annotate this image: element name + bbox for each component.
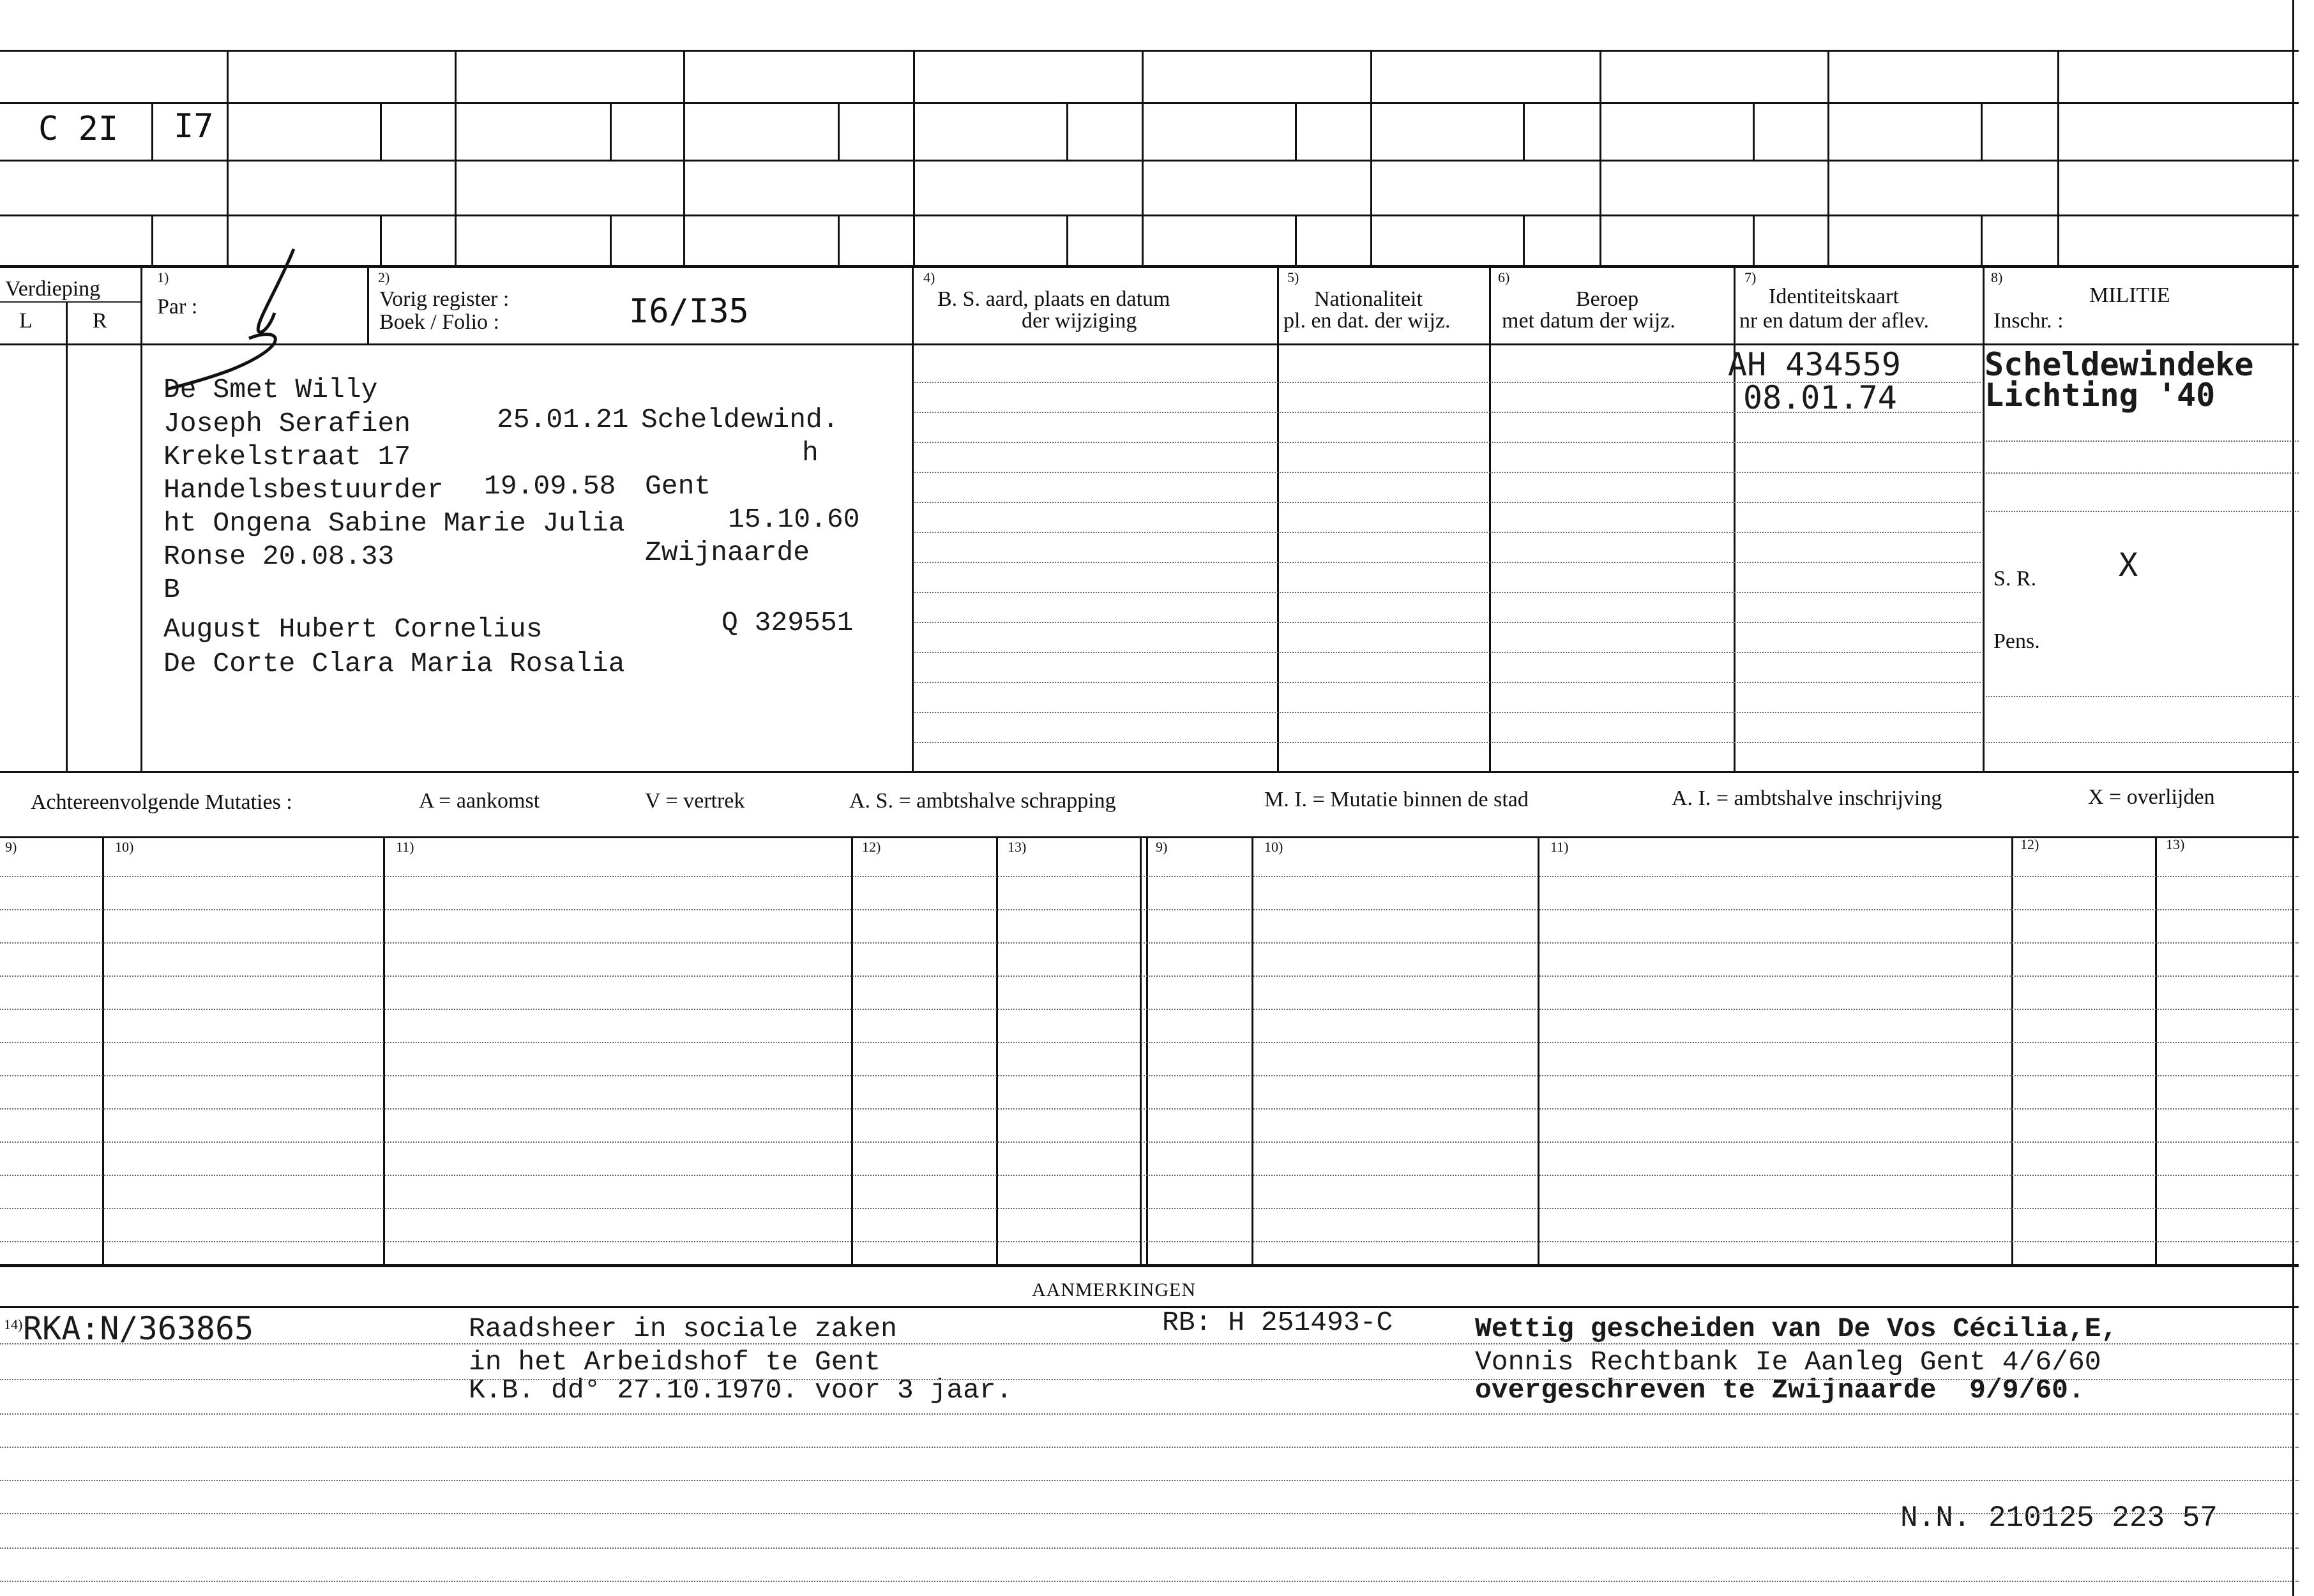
legend-schrapping: A. S. = ambtshalve schrapping — [849, 789, 1116, 813]
mutations-top-line — [0, 771, 2299, 773]
occupation: Handelsbestuurder — [163, 474, 444, 506]
mutation-col-10-right: 10) — [1264, 839, 1283, 855]
top-grid-minor-divider — [610, 215, 612, 265]
top-grid-minor-divider — [1981, 102, 1983, 160]
father-number: Q 329551 — [722, 607, 854, 638]
top-grid-minor-divider — [1295, 215, 1297, 265]
address-h: h — [802, 437, 819, 469]
occupation-place: Gent — [645, 471, 711, 502]
entry-row-line — [914, 442, 1981, 443]
entry-row-line — [914, 562, 1981, 563]
occupation-date: 19.09.58 — [484, 471, 616, 502]
pens-label: Pens. — [1993, 629, 2040, 653]
floor-right-label: R — [93, 309, 107, 333]
entry-row-line — [914, 532, 1981, 533]
id-card-number: AH 434559 — [1728, 346, 1901, 383]
entry-row-line — [914, 472, 1981, 473]
mutation-divider — [1146, 836, 1148, 1264]
mutation-divider — [383, 836, 385, 1264]
identiteitskaart-header-line1: Identiteitskaart — [1769, 285, 1899, 308]
nationaliteit-header-line1: Nationaliteit — [1314, 287, 1423, 311]
birth-place: Scheldewind. — [641, 404, 839, 435]
legend-overlijden: X = overlijden — [2088, 785, 2215, 809]
identiteitskaart-header-line2: nr en datum der aflev. — [1739, 309, 1930, 333]
nationaliteit-header-line2: pl. en dat. der wijz. — [1283, 309, 1451, 333]
entry-row-line — [914, 502, 1981, 503]
entry-row-line — [914, 622, 1981, 623]
remark-row-line — [0, 1581, 2299, 1582]
mutation-col-10: 10) — [115, 839, 134, 855]
header-bottom-line — [0, 343, 2299, 345]
address: Krekelstraat 17 — [163, 441, 411, 472]
field-number-4: 4) — [923, 269, 935, 285]
mutation-col-9: 9) — [5, 839, 17, 855]
top-grid-divider — [1142, 50, 1144, 265]
birth-date: 25.01.21 — [497, 404, 629, 435]
top-grid-minor-divider — [1981, 215, 1983, 265]
top-grid-minor-divider — [1066, 102, 1068, 160]
top-grid-minor-divider — [838, 102, 840, 160]
divorce-line-3: overgeschreven te Zwijnaarde 9/9/60. — [1475, 1374, 2085, 1406]
sr-value: X — [2119, 546, 2138, 583]
mutation-divider — [102, 836, 104, 1264]
sr-label: S. R. — [1993, 567, 2037, 591]
mutation-col-9-right: 9) — [1156, 839, 1168, 855]
mutation-divider — [2011, 836, 2013, 1264]
father-name: August Hubert Cornelius — [163, 614, 543, 645]
top-grid-minor-divider — [1295, 102, 1297, 160]
verdieping-line — [0, 301, 140, 303]
mutation-col-12: 12) — [862, 839, 881, 855]
field-number-5: 5) — [1287, 269, 1299, 285]
top-grid-line — [0, 102, 2299, 104]
field-number-6: 6) — [1498, 269, 1510, 285]
top-grid-minor-divider — [380, 215, 382, 265]
remark-row-line — [0, 1379, 2299, 1380]
mutation-row-line — [0, 975, 2299, 977]
top-grid-divider — [1370, 50, 1372, 265]
remark-row-line — [0, 1343, 2299, 1344]
mutation-row-line — [0, 1009, 2299, 1010]
top-grid-minor-divider — [610, 102, 612, 160]
entry-row-line — [914, 652, 1981, 653]
mutation-row-line — [0, 1241, 2299, 1242]
mutation-row-line — [0, 1108, 2299, 1110]
floor-left-label: L — [19, 309, 33, 333]
remark-line-3: K.B. dd° 27.10.1970. voor 3 jaar. — [469, 1374, 1013, 1406]
beroep-header-line1: Beroep — [1576, 287, 1639, 311]
top-grid-minor-divider — [1066, 215, 1068, 265]
given-names: Joseph Serafien — [163, 408, 411, 439]
par-pen-mark — [140, 243, 332, 396]
remark-row-line — [0, 1547, 2299, 1549]
mutation-divider — [1252, 836, 1253, 1264]
spouse-birth: Ronse 20.08.33 — [163, 541, 395, 572]
verdieping-divider — [66, 301, 68, 771]
mutation-row-line — [0, 909, 2299, 910]
mutation-row-line — [0, 1175, 2299, 1176]
mutation-divider — [996, 836, 998, 1264]
top-grid-minor-divider — [1753, 215, 1755, 265]
bs-header-line1: B. S. aard, plaats en datum — [937, 287, 1170, 311]
field-number-8: 8) — [1991, 269, 2003, 285]
mutations-header-line — [0, 836, 2299, 838]
mutation-row-line — [0, 942, 2299, 944]
card-number: I7 — [174, 107, 214, 146]
mutation-row-line — [0, 1075, 2299, 1076]
top-grid-line — [0, 160, 2299, 162]
top-grid-minor-divider — [838, 215, 840, 265]
remark-row-line — [0, 1447, 2299, 1448]
code-b: B — [163, 574, 180, 605]
top-grid-bottom-line — [0, 265, 2299, 268]
mutations-bottom-line — [0, 1264, 2299, 1267]
top-grid-minor-divider — [151, 102, 153, 160]
beroep-header-line2: met datum der wijz. — [1502, 309, 1675, 333]
remark-line-1: Raadsheer in sociale zaken — [469, 1313, 897, 1344]
divorce-line-1: Wettig gescheiden van De Vos Cécilia,E, — [1475, 1313, 2118, 1344]
top-grid-minor-divider — [1753, 102, 1755, 160]
spouse-place: Zwijnaarde — [645, 537, 810, 568]
spouse: ht Ongena Sabine Marie Julia — [163, 508, 625, 539]
rb-number: RB: H 251493-C — [1162, 1307, 1393, 1338]
militie-row-line — [1986, 511, 2299, 512]
militie-row-line — [1986, 472, 2299, 474]
top-grid-divider — [1599, 50, 1601, 265]
boek-folio-value: I6/I35 — [629, 292, 749, 331]
main-divider — [1734, 267, 1736, 771]
entry-row-line — [914, 592, 1981, 593]
top-grid-divider — [2057, 50, 2059, 265]
mutation-col-12-right: 12) — [2020, 836, 2039, 852]
mutation-divider — [1140, 836, 1142, 1264]
bs-header-line2: der wijziging — [1022, 309, 1137, 333]
id-card-date: 08.01.74 — [1743, 379, 1897, 416]
mutation-row-line — [0, 1042, 2299, 1043]
remark-row-line — [0, 1513, 2299, 1514]
top-grid-minor-divider — [380, 102, 382, 160]
divorce-line-2: Vonnis Rechtbank Ie Aanleg Gent 4/6/60 — [1475, 1346, 2101, 1378]
militie-row-line — [1986, 696, 2299, 697]
mutation-row-line — [0, 1141, 2299, 1143]
top-grid-line — [0, 50, 2299, 52]
remark-line-2: in het Arbeidshof te Gent — [469, 1346, 881, 1378]
main-divider — [1489, 267, 1491, 771]
mutation-row-line — [0, 1208, 2299, 1209]
top-grid-divider — [1827, 50, 1829, 265]
vorig-register-label: Vorig register : — [379, 287, 510, 311]
mother-name: De Corte Clara Maria Rosalia — [163, 648, 625, 679]
entry-row-line — [914, 682, 1981, 683]
legend-aankomst: A = aankomst — [419, 789, 540, 813]
legend-mutatie: M. I. = Mutatie binnen de stad — [1264, 788, 1529, 811]
militie-header: MILITIE — [2089, 283, 2170, 307]
mutation-divider — [2155, 836, 2157, 1264]
main-divider — [1277, 267, 1279, 771]
inschr-label: Inschr. : — [1993, 309, 2064, 333]
entry-row-line — [914, 742, 1981, 743]
remark-row-line — [0, 1480, 2299, 1481]
militie-row-line — [1986, 440, 2299, 442]
name-line: De Smet Willy — [163, 374, 378, 405]
top-grid-line — [0, 215, 2299, 216]
field-number-2: 2) — [378, 269, 390, 285]
boek-folio-label: Boek / Folio : — [379, 310, 499, 334]
legend-inschrijving: A. I. = ambtshalve inschrijving — [1672, 787, 1942, 810]
militie-place: Scheldewindeke — [1985, 346, 2254, 383]
mutation-col-11-right: 11) — [1550, 839, 1569, 855]
mutations-title: Achtereenvolgende Mutaties : — [31, 790, 292, 814]
mutation-row-line — [0, 876, 2299, 877]
top-grid-divider — [683, 50, 685, 265]
field-number-1: 1) — [157, 269, 169, 285]
legend-vertrek: V = vertrek — [645, 789, 745, 813]
national-number: N.N. 210125 223 57 — [1900, 1502, 2218, 1535]
rka-number: RKA:N/363865 — [23, 1310, 254, 1347]
remarks-header-line — [0, 1306, 2299, 1308]
top-grid-divider — [913, 50, 915, 265]
main-divider — [912, 267, 914, 771]
top-grid-minor-divider — [1523, 102, 1525, 160]
mutation-divider — [851, 836, 853, 1264]
mutation-col-13-right: 13) — [2166, 836, 2185, 852]
mutation-col-13: 13) — [1008, 839, 1027, 855]
main-divider — [367, 267, 369, 343]
verdieping-label: Verdieping — [5, 277, 101, 301]
mutation-col-11: 11) — [396, 839, 414, 855]
militie-lichting: Lichting '40 — [1985, 377, 2216, 414]
right-edge-line — [2292, 0, 2294, 1596]
card-code: C 2I — [38, 110, 119, 148]
entry-row-line — [914, 712, 1981, 713]
mutation-divider — [1538, 836, 1539, 1264]
militie-row-line — [1986, 742, 2299, 743]
top-grid-divider — [455, 50, 457, 265]
field-number-14: 14) — [4, 1316, 23, 1332]
marriage-date: 15.10.60 — [728, 504, 860, 535]
field-number-7: 7) — [1744, 269, 1757, 285]
remarks-title: AANMERKINGEN — [1032, 1279, 1196, 1300]
top-grid-minor-divider — [1523, 215, 1525, 265]
main-divider — [1983, 267, 1985, 771]
par-label: Par : — [157, 295, 198, 319]
remark-row-line — [0, 1413, 2299, 1415]
top-grid-divider — [227, 50, 229, 265]
